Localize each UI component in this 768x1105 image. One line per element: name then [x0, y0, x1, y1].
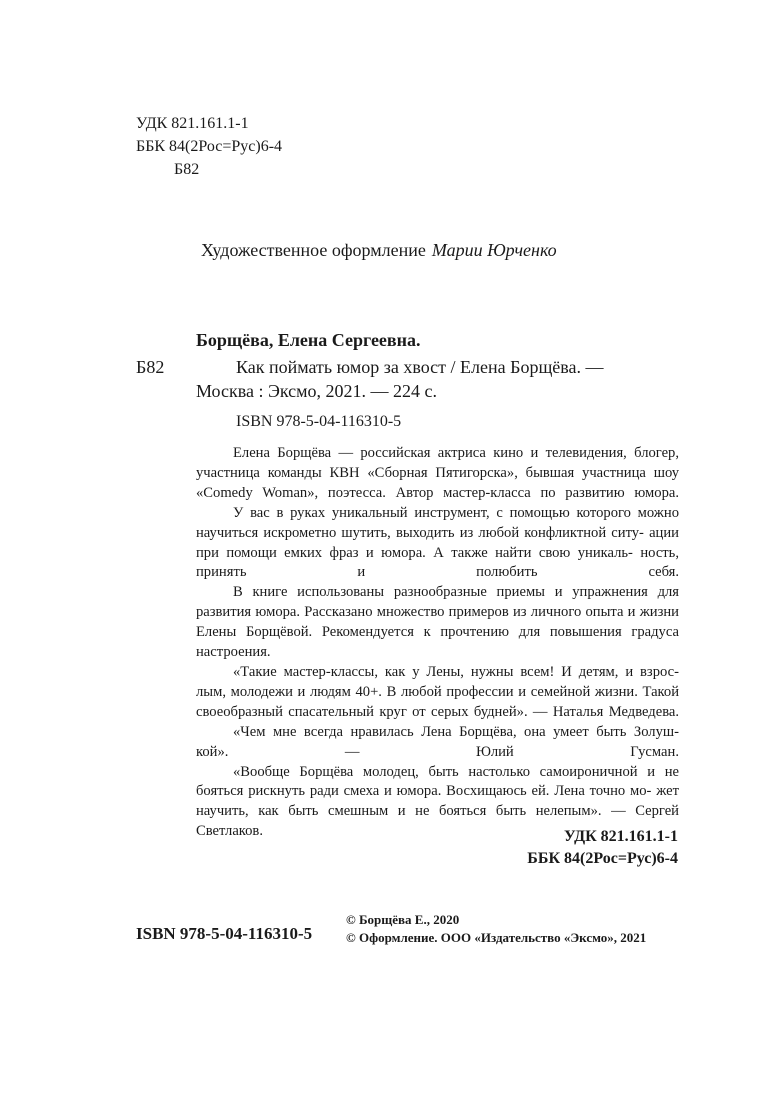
art-design-label: Художественное оформление — [201, 240, 426, 260]
isbn-line: ISBN 978-5-04-116310-5 — [236, 413, 402, 430]
annotation-paragraph — [196, 663, 679, 723]
annotation-line: развития юмора. Рассказано множество примеров из личного опыта и — [196, 604, 636, 621]
annotation-line: бояться рискнуть ради смеха и юмора. Восхищаюсь ей. Лена точно мо- — [196, 783, 652, 800]
udk-code: УДК 821.161.1-1 — [136, 115, 249, 132]
title-line-1: Как поймать юмор за хвост / Елена Борщёва. — — [236, 357, 604, 377]
footer-isbn: ISBN 978-5-04-116310-5 — [136, 924, 313, 943]
annotation-line: Медведева. — [608, 703, 680, 720]
annotation — [196, 444, 679, 842]
annotation-line: научиться искрометно шутить, выходить из любой конфликтной ситу- — [196, 524, 644, 541]
artist-name: Марии Юрченко — [431, 240, 557, 260]
annotation-line: «Comedy Woman», поэтесса. Автор мастер-класса по развитию юмора. — [196, 484, 679, 501]
annotation-line: «Такие мастер-классы, как у Лены, нужны всем! И детям, и взрос- — [233, 663, 679, 680]
copyright-design: © Оформление. ООО «Издательство «Эксмо», 2021 — [346, 930, 647, 945]
annotation-line: кой». — Юлий Гусман. — [196, 743, 679, 760]
annotation-paragraph — [196, 723, 679, 763]
copyright-author: © Борщёва Е., 2020 — [346, 912, 460, 927]
annotation-line: ность, принять и полюбить себя. — [196, 544, 679, 581]
title-line-2: Москва : Эксмо, 2021. — 224 с. — [196, 381, 438, 401]
annotation-line: «Вообще Борщёва молодец, быть настолько самоироничной и не — [233, 763, 679, 780]
annotation-line: «Чем мне всегда нравилась Лена Борщёва, она умеет быть Золуш- — [233, 723, 679, 740]
annotation-paragraph — [196, 583, 679, 663]
annotation-line: ации при помощи емких фраз и юмора. А также найти свою уникаль- — [196, 524, 679, 561]
footer-bbk-code: ББК 84(2Рос=Рус)6-4 — [527, 850, 678, 867]
footer-classification-codes — [527, 826, 678, 870]
annotation-line: У вас в руках уникальный инструмент, с помощью которого можно — [233, 504, 679, 521]
annotation-line: жизни Елены Борщёвой. Рекомендуется к прочтению для повышения — [196, 604, 679, 641]
annotation-line: лым, молодежи и людям 40+. В любой профессии и семейной жизни. — [196, 683, 638, 700]
author-heading: Борщёва, Елена Сергеевна. — [196, 330, 421, 350]
annotation-line: В книге использованы разнообразные приемы и упражнения для — [233, 584, 679, 601]
bbk-code: ББК 84(2Рос=Рус)6-4 — [136, 138, 283, 155]
annotation-line: участница команды КВН «Сборная Пятигорска», бывшая участница шоу — [196, 464, 679, 481]
annotation-paragraph — [196, 444, 679, 504]
art-design-credit — [201, 240, 557, 261]
annotation-paragraph — [196, 504, 679, 584]
annotation-line: Елена Борщёва — российская актриса кино и телевидения, блогер, — [233, 445, 679, 461]
annotation-line: жет научить, как быть смешным и не бояться быть нелепым». — Сергей — [196, 783, 679, 820]
copyright-block — [346, 911, 646, 947]
classification-codes — [136, 112, 282, 181]
footer-udk-code: УДК 821.161.1-1 — [563, 828, 678, 845]
author-mark: Б82 — [136, 357, 165, 377]
author-sign: Б82 — [174, 161, 200, 178]
annotation-line: градуса настроения. — [196, 624, 679, 661]
annotation-line: Светлаков. — [196, 823, 263, 840]
annotation-line: Такой своеобразный спасательный круг от серых будней». — Наталья — [196, 683, 679, 720]
